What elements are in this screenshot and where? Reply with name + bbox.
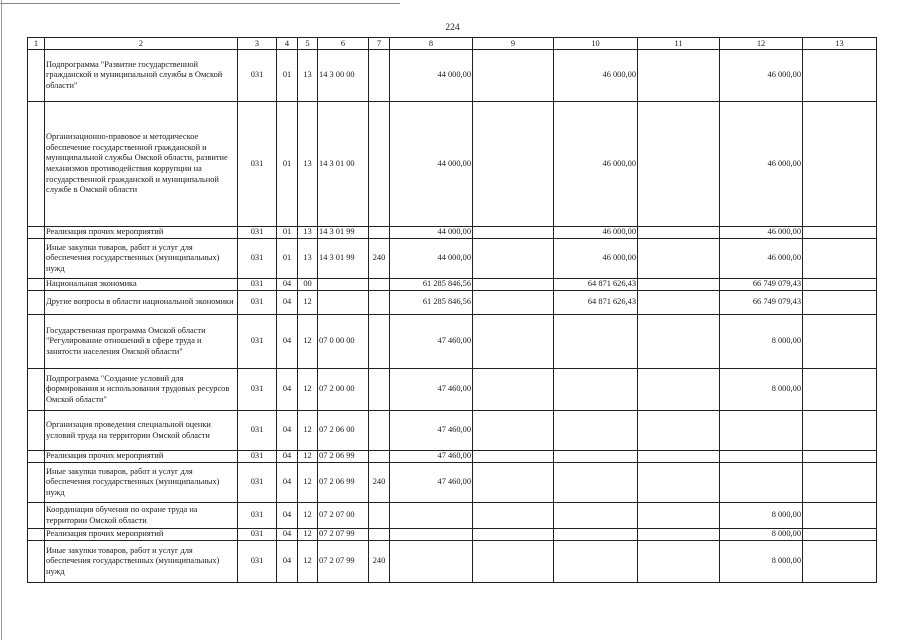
top-rule [0,3,400,4]
row-number-cell [28,315,45,369]
expense-type-cell [369,529,390,541]
subsection-code-cell: 13 [298,102,318,227]
amount-year1-cell: 47 460,00 [390,315,473,369]
column-header: 12 [720,38,803,50]
amount-col9-cell [473,315,554,369]
amount-year3-cell: 46 000,00 [720,227,803,239]
administrator-code-cell: 031 [238,503,277,529]
row-number-cell [28,451,45,463]
table-row [28,529,877,541]
row-number-cell [28,503,45,529]
target-article-cell [318,291,369,315]
amount-col9-cell [473,227,554,239]
section-code-cell: 01 [277,50,298,102]
table-row [28,451,877,463]
target-article-cell: 07 2 00 00 [318,369,369,411]
item-name-cell: Реализация прочих мероприятий [45,451,238,463]
subsection-code-cell: 12 [298,369,318,411]
amount-col9-cell [473,529,554,541]
section-code-cell: 04 [277,315,298,369]
section-code-cell: 04 [277,411,298,451]
amount-year2-cell [554,411,638,451]
subsection-code-cell: 13 [298,50,318,102]
subsection-code-cell: 13 [298,239,318,279]
administrator-code-cell: 031 [238,291,277,315]
table-row [28,227,877,239]
amount-year1-cell: 44 000,00 [390,227,473,239]
amount-year2-cell [554,503,638,529]
amount-year1-cell: 47 460,00 [390,451,473,463]
target-article-cell: 07 2 07 99 [318,541,369,583]
row-number-cell [28,541,45,583]
item-name-cell: Иные закупки товаров, работ и услуг для обеспечения государственных (муниципальных) нужд [45,541,238,583]
administrator-code-cell: 031 [238,315,277,369]
row-number-cell [28,411,45,451]
target-article-cell [318,279,369,291]
item-name-cell: Реализация прочих мероприятий [45,227,238,239]
amount-year3-cell: 8 000,00 [720,541,803,583]
table-row [28,291,877,315]
section-code-cell: 04 [277,369,298,411]
amount-col13-cell [803,463,877,503]
amount-col11-cell [638,239,720,279]
column-header: 6 [318,38,369,50]
administrator-code-cell: 031 [238,411,277,451]
target-article-cell: 07 2 06 99 [318,451,369,463]
target-article-cell: 14 3 01 00 [318,102,369,227]
subsection-code-cell: 13 [298,227,318,239]
row-number-cell [28,291,45,315]
table-row [28,369,877,411]
amount-year3-cell: 66 749 079,43 [720,291,803,315]
expense-type-cell: 240 [369,541,390,583]
item-name-cell: Подпрограмма "Развитие государственной гражданской и муниципальной службы в Омской области" [45,50,238,102]
table-row [28,315,877,369]
amount-col11-cell [638,529,720,541]
expense-type-cell [369,227,390,239]
amount-col9-cell [473,411,554,451]
subsection-code-cell: 12 [298,451,318,463]
table-row [28,541,877,583]
amount-year2-cell [554,529,638,541]
amount-year3-cell: 46 000,00 [720,50,803,102]
row-number-cell [28,239,45,279]
amount-year1-cell: 44 000,00 [390,50,473,102]
amount-col11-cell [638,291,720,315]
amount-col11-cell [638,369,720,411]
amount-col11-cell [638,50,720,102]
row-number-cell [28,529,45,541]
subsection-code-cell: 12 [298,529,318,541]
amount-col9-cell [473,503,554,529]
column-header: 4 [277,38,298,50]
subsection-code-cell: 12 [298,503,318,529]
amount-col13-cell [803,315,877,369]
section-code-cell: 04 [277,541,298,583]
amount-col13-cell [803,369,877,411]
amount-col9-cell [473,451,554,463]
amount-year1-cell: 61 285 846,56 [390,279,473,291]
table-row [28,411,877,451]
left-edge-rule [1,0,2,640]
amount-year1-cell [390,529,473,541]
target-article-cell: 07 2 06 00 [318,411,369,451]
amount-col13-cell [803,541,877,583]
target-article-cell: 07 2 06 99 [318,463,369,503]
table-row [28,279,877,291]
expense-type-cell [369,102,390,227]
section-code-cell: 01 [277,227,298,239]
column-header: 8 [390,38,473,50]
amount-col11-cell [638,102,720,227]
amount-col9-cell [473,369,554,411]
target-article-cell: 07 2 07 99 [318,529,369,541]
amount-year1-cell: 44 000,00 [390,239,473,279]
administrator-code-cell: 031 [238,50,277,102]
amount-year3-cell [720,411,803,451]
amount-year1-cell: 47 460,00 [390,369,473,411]
section-code-cell: 04 [277,279,298,291]
amount-year2-cell: 64 871 626,43 [554,291,638,315]
subsection-code-cell: 00 [298,279,318,291]
page-number: 224 [445,23,460,33]
subsection-code-cell: 12 [298,411,318,451]
column-header: 13 [803,38,877,50]
amount-year2-cell: 64 871 626,43 [554,279,638,291]
amount-year3-cell: 8 000,00 [720,503,803,529]
amount-col11-cell [638,315,720,369]
amount-year3-cell [720,463,803,503]
amount-year2-cell [554,463,638,503]
amount-year3-cell: 46 000,00 [720,102,803,227]
subsection-code-cell: 12 [298,291,318,315]
amount-col11-cell [638,279,720,291]
expense-type-cell: 240 [369,239,390,279]
amount-year3-cell: 46 000,00 [720,239,803,279]
administrator-code-cell: 031 [238,529,277,541]
column-header: 5 [298,38,318,50]
table-row [28,503,877,529]
section-code-cell: 04 [277,463,298,503]
amount-year3-cell [720,451,803,463]
amount-col9-cell [473,239,554,279]
administrator-code-cell: 031 [238,463,277,503]
section-code-cell: 01 [277,239,298,279]
amount-year2-cell [554,369,638,411]
amount-col9-cell [473,50,554,102]
amount-col13-cell [803,50,877,102]
item-name-cell: Реализация прочих мероприятий [45,529,238,541]
administrator-code-cell: 031 [238,227,277,239]
administrator-code-cell: 031 [238,102,277,227]
administrator-code-cell: 031 [238,369,277,411]
section-code-cell: 01 [277,102,298,227]
amount-year3-cell: 8 000,00 [720,369,803,411]
section-code-cell: 04 [277,503,298,529]
amount-col13-cell [803,529,877,541]
column-header: 11 [638,38,720,50]
column-header: 2 [45,38,238,50]
item-name-cell: Организация проведения специальной оценки условий труда на территории Омской области [45,411,238,451]
item-name-cell: Иные закупки товаров, работ и услуг для обеспечения государственных (муниципальных) нужд [45,239,238,279]
amount-year1-cell: 47 460,00 [390,463,473,503]
section-code-cell: 04 [277,451,298,463]
administrator-code-cell: 031 [238,239,277,279]
column-header: 3 [238,38,277,50]
amount-year2-cell [554,451,638,463]
table-row [28,239,877,279]
item-name-cell: Государственная программа Омской области "Регулирование отношений в сфере труда и занятости населения Омской области" [45,315,238,369]
table-row [28,102,877,227]
expense-type-cell [369,503,390,529]
amount-year2-cell: 46 000,00 [554,227,638,239]
amount-year2-cell: 46 000,00 [554,50,638,102]
amount-year1-cell: 61 285 846,56 [390,291,473,315]
amount-col11-cell [638,541,720,583]
administrator-code-cell: 031 [238,451,277,463]
amount-year3-cell: 8 000,00 [720,315,803,369]
item-name-cell: Координация обучения по охране труда на территории Омской области [45,503,238,529]
target-article-cell: 07 2 07 00 [318,503,369,529]
amount-col11-cell [638,463,720,503]
expense-type-cell [369,369,390,411]
amount-col11-cell [638,451,720,463]
amount-year1-cell [390,503,473,529]
expense-type-cell [369,279,390,291]
administrator-code-cell: 031 [238,279,277,291]
row-number-cell [28,102,45,227]
item-name-cell: Другие вопросы в области национальной экономики [45,291,238,315]
section-code-cell: 04 [277,529,298,541]
item-name-cell: Организационно-правовое и методическое обеспечение государственной гражданской и муниципальной службы Омской области, развитие механизмов противодействия коррупции на государственной гражданской и муниципальной службе в Омской области [45,102,238,227]
budget-table [27,37,877,583]
expense-type-cell [369,291,390,315]
amount-year1-cell [390,541,473,583]
expense-type-cell [369,451,390,463]
subsection-code-cell: 12 [298,463,318,503]
administrator-code-cell: 031 [238,541,277,583]
item-name-cell: Иные закупки товаров, работ и услуг для обеспечения государственных (муниципальных) нужд [45,463,238,503]
expense-type-cell [369,411,390,451]
amount-col11-cell [638,411,720,451]
amount-col13-cell [803,291,877,315]
column-header: 9 [473,38,554,50]
amount-col13-cell [803,451,877,463]
amount-col9-cell [473,279,554,291]
amount-col13-cell [803,503,877,529]
amount-year2-cell: 46 000,00 [554,239,638,279]
expense-type-cell [369,315,390,369]
column-header: 1 [28,38,45,50]
row-number-cell [28,369,45,411]
row-number-cell [28,279,45,291]
amount-year1-cell: 47 460,00 [390,411,473,451]
item-name-cell: Национальная экономика [45,279,238,291]
table-row [28,463,877,503]
subsection-code-cell: 12 [298,315,318,369]
target-article-cell: 07 0 00 00 [318,315,369,369]
expense-type-cell: 240 [369,463,390,503]
row-number-cell [28,463,45,503]
amount-col9-cell [473,291,554,315]
amount-year1-cell: 44 000,00 [390,102,473,227]
column-header: 10 [554,38,638,50]
row-number-cell [28,50,45,102]
target-article-cell: 14 3 01 99 [318,227,369,239]
row-number-cell [28,227,45,239]
expense-type-cell [369,50,390,102]
section-code-cell: 04 [277,291,298,315]
column-header: 7 [369,38,390,50]
amount-year2-cell: 46 000,00 [554,102,638,227]
amount-year2-cell [554,315,638,369]
subsection-code-cell: 12 [298,541,318,583]
amount-year3-cell: 66 749 079,43 [720,279,803,291]
amount-year2-cell [554,541,638,583]
amount-col11-cell [638,227,720,239]
amount-col9-cell [473,102,554,227]
amount-col9-cell [473,463,554,503]
column-number-row [28,38,877,50]
amount-col13-cell [803,411,877,451]
amount-col9-cell [473,541,554,583]
amount-col13-cell [803,102,877,227]
target-article-cell: 14 3 01 99 [318,239,369,279]
amount-year3-cell: 8 000,00 [720,529,803,541]
amount-col13-cell [803,227,877,239]
amount-col13-cell [803,279,877,291]
target-article-cell: 14 3 00 00 [318,50,369,102]
amount-col11-cell [638,503,720,529]
item-name-cell: Подпрограмма "Создание условий для формирования и использования трудовых ресурсов Омской области" [45,369,238,411]
amount-col13-cell [803,239,877,279]
table-row [28,50,877,102]
